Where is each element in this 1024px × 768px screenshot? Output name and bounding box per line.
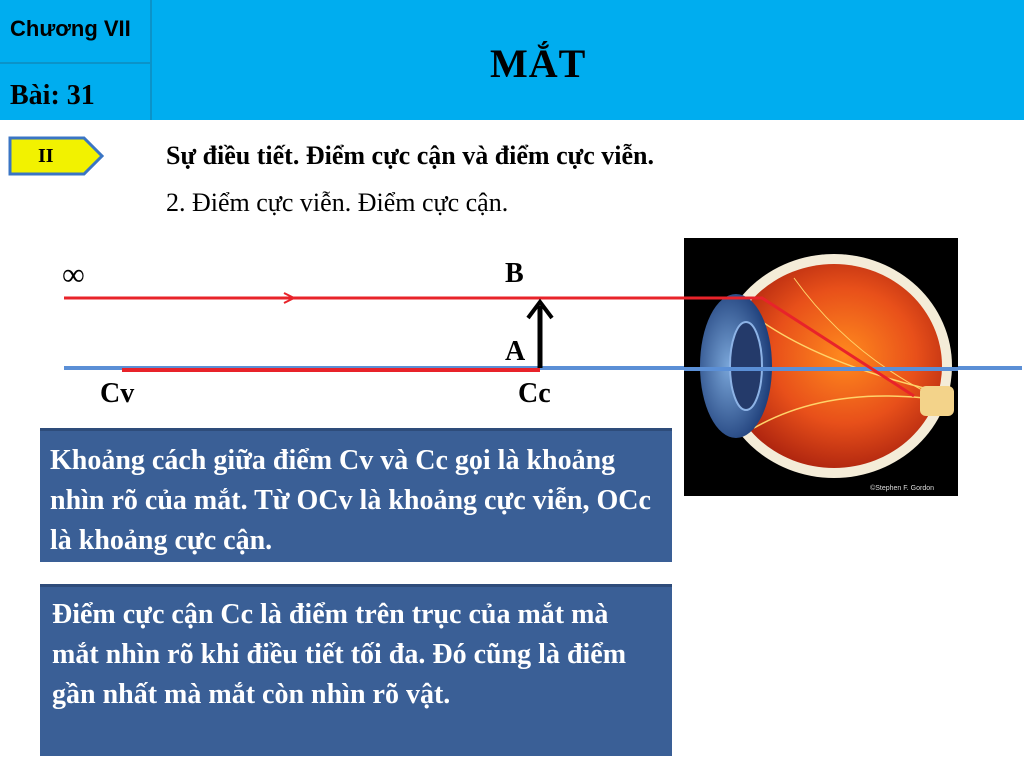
lens-shape <box>730 322 762 410</box>
infinity-symbol: ∞ <box>62 256 85 292</box>
eye-anatomy-image <box>684 238 958 496</box>
section-subheading: 2. Điểm cực viễn. Điểm cực cận. <box>166 188 509 217</box>
info-box-near-point <box>40 584 672 756</box>
info-box-range <box>40 428 672 562</box>
image-credit: ©Stephen F. Gordon <box>870 485 934 492</box>
lesson-label: Bài: 31 <box>10 80 95 111</box>
info-box-near-point-text: Điểm cực cận Cc là điểm trên trục của mắt mà mắt nhìn rõ khi điều tiết tối đa. Đó cũng là điểm gần nhất mà mắt còn nhìn rõ vật. <box>52 599 627 710</box>
section-heading: Sự điều tiết. Điểm cực cận và điểm cực viễn. <box>166 141 654 170</box>
page-title: MẮT <box>490 41 587 86</box>
info-box-range-text: Khoảng cách giữa điểm Cv và Cc gọi là khoảng nhìn rõ của mắt. Từ OCv là khoảng cực viễn, OCc là khoảng cực cận. <box>50 445 651 556</box>
chapter-label: Chương VII <box>10 16 131 41</box>
optic-nerve <box>920 386 954 416</box>
section-number: II <box>38 145 54 167</box>
point-cc-label: Cc <box>518 378 551 409</box>
point-a-label: A <box>505 336 526 367</box>
point-cv-label: Cv <box>100 378 135 409</box>
point-b-label: B <box>505 258 524 289</box>
